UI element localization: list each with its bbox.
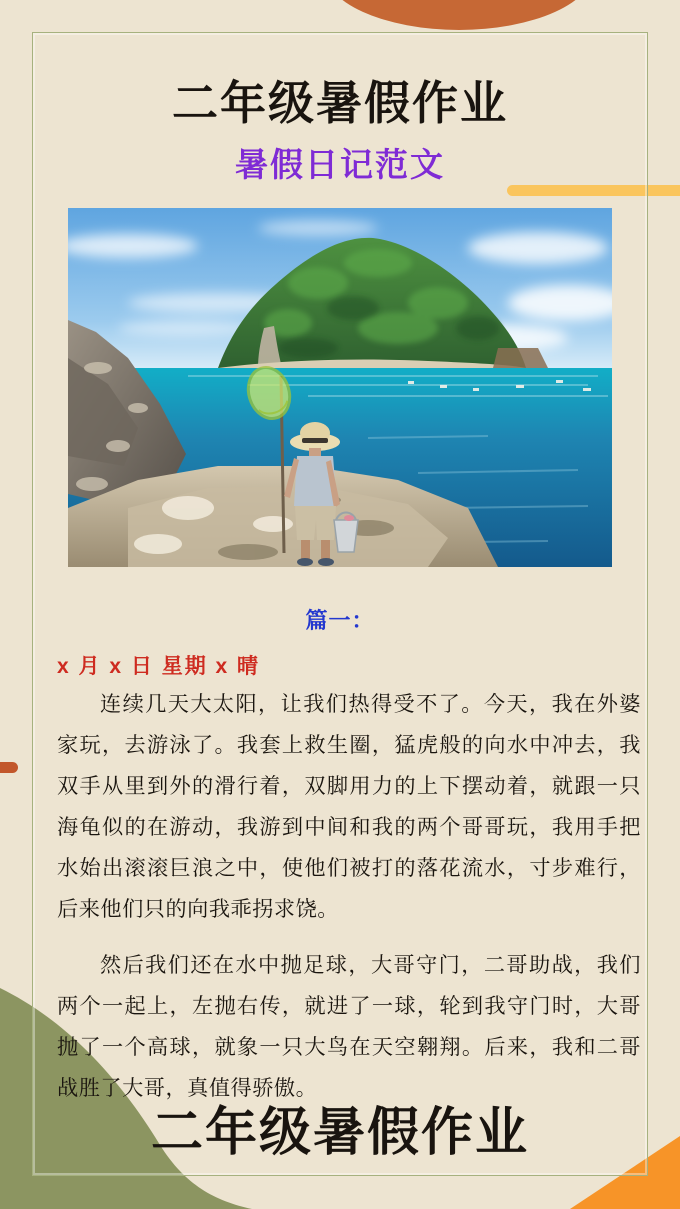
page-title: 二年级暑假作业 — [172, 77, 508, 129]
section-label: 篇一： — [305, 608, 375, 633]
page-subtitle: 暑假日记范文 — [235, 146, 445, 183]
diary-date-line: x 月 x 日 星期 x 晴 — [57, 655, 261, 678]
top-orange-ellipse-decor — [323, 0, 595, 30]
footer-title: 二年级暑假作业 — [150, 1104, 529, 1162]
essay-body — [57, 684, 641, 1109]
essay-paragraph-2: 然后我们还在水中抛足球，大哥守门，二哥助战，我们两个一起上，左抛右传，就进了一球，轮到我守门时，大哥抛了一个高球，就象一只大鸟在天空翱翔。后来，我和二哥战胜了大哥，真值得骄傲。 — [57, 954, 641, 1100]
yellow-bar-decor — [507, 185, 680, 196]
essay-paragraph-1: 连续几天大太阳，让我们热得受不了。今天，我在外婆家玩，去游泳了。我套上救生圈，猛虎般的向水中冲去，我双手从里到外的滑行着，双脚用力的上下摆动着，就跟一只海龟似的在游动，我游到中间和我的两个哥哥玩，我用手把水始出滚滚巨浪之中，使他们被打的落花流水，寸步难行，后来他们只的向我乖拐求饶。 — [57, 693, 641, 921]
seaside-photo — [68, 208, 612, 567]
seaside-photo-art — [68, 208, 612, 567]
left-orange-tab-decor — [0, 762, 18, 773]
